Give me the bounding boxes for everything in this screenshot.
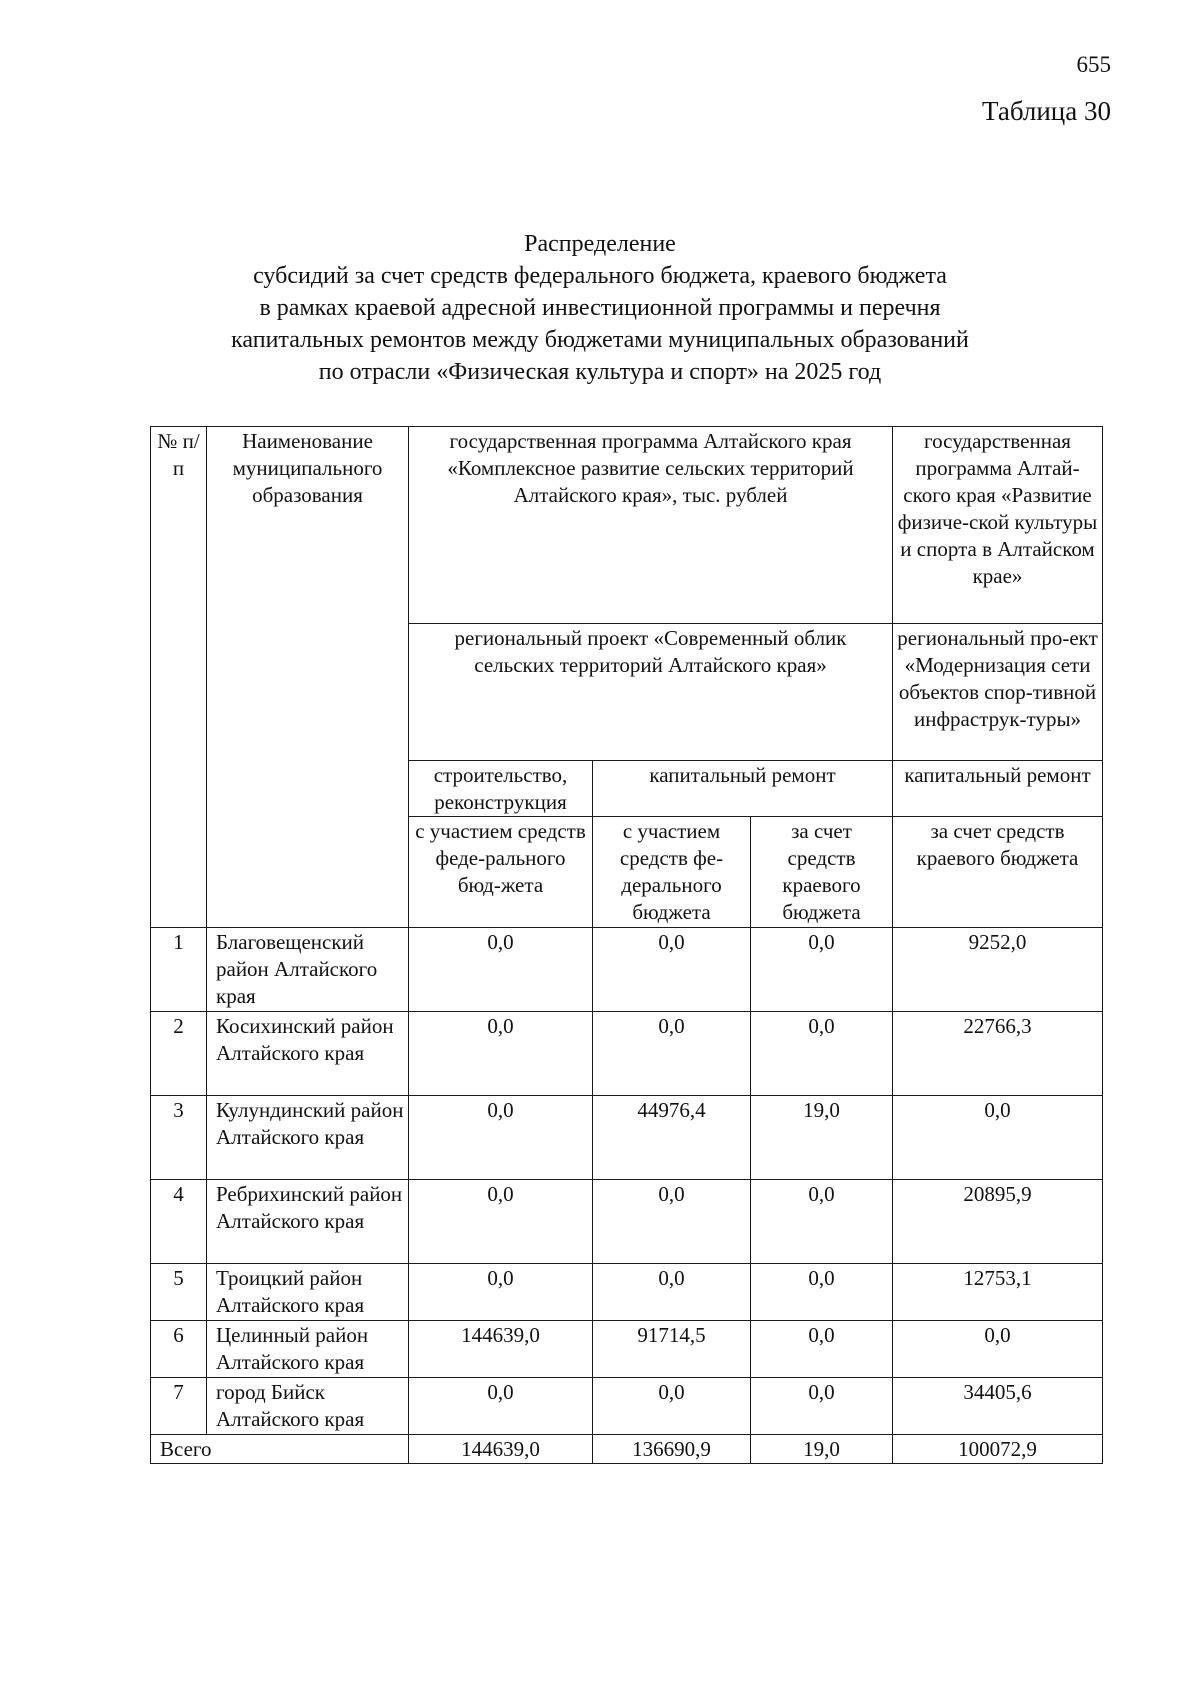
row-value: 44976,4 <box>593 1096 751 1180</box>
table-row <box>151 1012 1103 1096</box>
header-project-1: региональный проект «Современный облик сельских территорий Алтайского края» <box>409 624 893 761</box>
row-value: 0,0 <box>751 928 893 1012</box>
row-value: 0,0 <box>409 1264 593 1321</box>
header-capital-repair: капитальный ремонт <box>593 761 893 817</box>
table-row <box>151 1096 1103 1180</box>
header-construction: строительство, реконструкция <box>409 761 593 817</box>
row-value: 0,0 <box>751 1012 893 1096</box>
total-value: 144639,0 <box>409 1435 593 1464</box>
row-value: 0,0 <box>409 1096 593 1180</box>
heading-line: в рамках краевой адресной инвестиционной программы и перечня <box>259 295 941 321</box>
total-value: 136690,9 <box>593 1435 751 1464</box>
header-program-1: государственная программа Алтайского края «Комплексное развитие сельских территорий Алтайского края», тыс. рублей <box>409 427 893 624</box>
row-value: 0,0 <box>751 1180 893 1264</box>
row-num: 4 <box>151 1180 207 1264</box>
row-value: 0,0 <box>409 1180 593 1264</box>
row-num: 2 <box>151 1012 207 1096</box>
row-value: 19,0 <box>751 1096 893 1180</box>
table-row <box>151 1264 1103 1321</box>
row-name: Косихинский район Алтайского края <box>207 1012 409 1096</box>
row-name: Благовещенский район Алтайского края <box>207 928 409 1012</box>
row-value: 9252,0 <box>893 928 1103 1012</box>
heading-line: Распределение <box>524 231 676 257</box>
row-value: 0,0 <box>751 1378 893 1435</box>
header-source-fed-1: с участием средств феде-рального бюд-жета <box>409 817 593 928</box>
header-name: Наименование муниципального образования <box>207 427 409 928</box>
total-label: Всего <box>151 1435 409 1464</box>
row-value: 0,0 <box>409 928 593 1012</box>
header-program-2: государственная программа Алтай-ского края «Развитие физиче-ской культуры и спорта в Алтайском крае» <box>893 427 1103 624</box>
row-name: город Бийск Алтайского края <box>207 1378 409 1435</box>
total-value: 100072,9 <box>893 1435 1103 1464</box>
row-name: Троицкий район Алтайского края <box>207 1264 409 1321</box>
header-source-reg-2: за счет средств краевого бюджета <box>893 817 1103 928</box>
header-capital-repair-2: капитальный ремонт <box>893 761 1103 817</box>
row-value: 0,0 <box>751 1264 893 1321</box>
row-value: 91714,5 <box>593 1321 751 1378</box>
row-value: 144639,0 <box>409 1321 593 1378</box>
table-row <box>151 928 1103 1012</box>
heading-line: капитальных ремонтов между бюджетами муниципальных образований <box>231 327 969 353</box>
row-value: 0,0 <box>409 1012 593 1096</box>
heading-line: по отрасли «Физическая культура и спорт» на 2025 год <box>318 359 882 385</box>
row-name: Ребрихинский район Алтайского края <box>207 1180 409 1264</box>
row-value: 12753,1 <box>893 1264 1103 1321</box>
header-source-reg-1: за счет средств краевого бюджета <box>751 817 893 928</box>
table-row <box>151 1378 1103 1435</box>
table-label: Таблица 30 <box>982 96 1111 126</box>
total-value: 19,0 <box>751 1435 893 1464</box>
header-num: № п/п <box>151 427 207 928</box>
row-name: Кулундинский район Алтайского края <box>207 1096 409 1180</box>
table-row <box>151 1321 1103 1378</box>
row-value: 0,0 <box>893 1096 1103 1180</box>
row-num: 7 <box>151 1378 207 1435</box>
page-number: 655 <box>1076 52 1111 77</box>
row-num: 3 <box>151 1096 207 1180</box>
header-source-fed-2: с участием средств фе-дерального бюджета <box>593 817 751 928</box>
row-value: 0,0 <box>593 1012 751 1096</box>
row-value: 0,0 <box>593 1378 751 1435</box>
table-row <box>151 1180 1103 1264</box>
row-value: 34405,6 <box>893 1378 1103 1435</box>
row-num: 6 <box>151 1321 207 1378</box>
row-value: 0,0 <box>593 1264 751 1321</box>
row-value: 22766,3 <box>893 1012 1103 1096</box>
total-row <box>151 1435 1103 1464</box>
row-name: Целинный район Алтайского края <box>207 1321 409 1378</box>
row-value: 0,0 <box>409 1378 593 1435</box>
row-num: 1 <box>151 928 207 1012</box>
subsidy-table <box>150 426 1103 1464</box>
row-value: 0,0 <box>751 1321 893 1378</box>
document-heading <box>150 228 1050 388</box>
row-value: 0,0 <box>893 1321 1103 1378</box>
row-value: 0,0 <box>593 1180 751 1264</box>
heading-line: субсидий за счет средств федерального бюджета, краевого бюджета <box>253 263 947 289</box>
header-row-program <box>151 427 1103 624</box>
row-num: 5 <box>151 1264 207 1321</box>
header-project-2: региональный про-ект «Модернизация сети объектов спор-тивной инфраструк-туры» <box>893 624 1103 761</box>
row-value: 20895,9 <box>893 1180 1103 1264</box>
row-value: 0,0 <box>593 928 751 1012</box>
